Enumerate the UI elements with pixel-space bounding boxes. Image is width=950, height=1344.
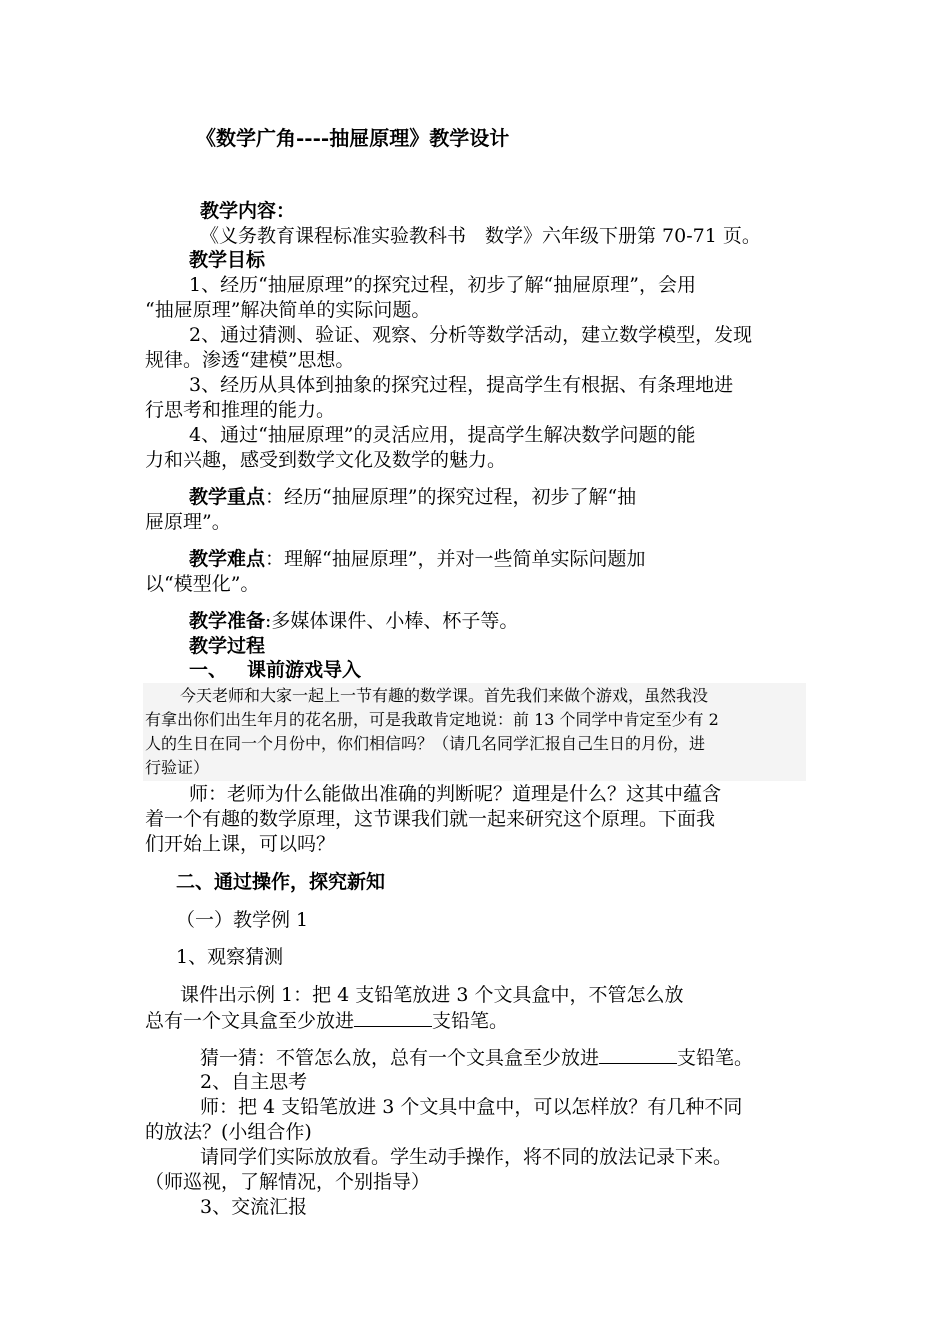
- goal-2-line-2: 规律。渗透“建模”思想。: [145, 349, 355, 371]
- preparation-line: [189, 609, 518, 633]
- section-2-heading: 二、通过操作，探究新知: [176, 871, 386, 893]
- key-point-text: ：经历“抽屉原理”的探究过程，初步了解“抽: [265, 486, 637, 508]
- step-1-heading: 1、观察猜测: [176, 946, 284, 968]
- teacher-line-1: 师：老师为什么能做出准确的判断呢？道理是什么？这其中蕴含: [189, 783, 722, 805]
- difficulty-label: 教学难点: [189, 548, 266, 570]
- example-line-1: 课件出示例 1：把 4 支铅笔放进 3 个文具盒中，不管怎么放: [180, 984, 684, 1006]
- goal-3-line-1: 3、经历从具体到抽象的探究过程，提高学生有根据、有条理地进: [189, 374, 734, 396]
- goal-4-line-1: 4、通过“抽屉原理”的灵活应用，提高学生解决数学问题的能: [189, 424, 696, 446]
- example-line-2: [145, 1008, 508, 1033]
- teacher-line-2: 着一个有趣的数学原理，这节课我们就一起来研究这个原理。下面我: [145, 808, 716, 830]
- intro-line-3: 人的生日在同一个月份中，你们相信吗？（请几名同学汇报自己生日的月份，进: [145, 734, 706, 753]
- goal-2-line-1: 2、通过猜测、验证、观察、分析等数学活动，建立数学模型，发现: [189, 324, 753, 346]
- step-3-heading: 3、交流汇报: [200, 1196, 308, 1218]
- document-title: 《数学广角----抽屉原理》教学设计: [196, 126, 510, 150]
- difficulty-text: ：理解“抽屉原理”，并对一些简单实际问题加: [265, 548, 646, 570]
- guess-text-before-blank: 猜一猜：不管怎么放，总有一个文具盒至少放进: [200, 1047, 600, 1069]
- goal-3-line-2: 行思考和推理的能力。: [145, 399, 336, 421]
- think-line-1: 师：把 4 支铅笔放进 3 个文具中盒中，可以怎样放？有几种不同: [200, 1096, 743, 1118]
- intro-line-4: 行验证）: [145, 758, 210, 777]
- example-text-after-blank: 支铅笔。: [432, 1010, 509, 1032]
- operation-line-1: 请同学们实际放放看。学生动手操作，将不同的放法记录下来。: [200, 1146, 733, 1168]
- teacher-line-3: 们开始上课，可以吗？: [145, 833, 336, 855]
- guess-text-after-blank: 支铅笔。: [677, 1047, 754, 1069]
- preparation-label: 教学准备: [189, 610, 266, 632]
- difficulty-line-2: 以“模型化”。: [145, 573, 260, 595]
- key-point-label: 教学重点: [189, 486, 266, 508]
- answer-blank: [599, 1045, 677, 1064]
- goals-heading: 教学目标: [189, 249, 266, 271]
- step-2-heading: 2、自主思考: [200, 1071, 308, 1093]
- guess-line: [200, 1045, 753, 1070]
- goal-1-line-2: “抽屉原理”解决简单的实际问题。: [145, 299, 431, 321]
- intro-line-1: 今天老师和大家一起上一节有趣的数学课。首先我们来做个游戏，虽然我没: [180, 686, 709, 705]
- key-point-line-2: 屉原理”。: [145, 511, 231, 533]
- think-line-2: 的放法？(小组合作): [145, 1121, 312, 1143]
- content-heading: 教学内容：: [200, 200, 296, 222]
- section-1-number: 一、: [189, 659, 228, 681]
- difficulty-line-1: [189, 547, 645, 571]
- goal-4-line-2: 力和兴趣，感受到数学文化及数学的魅力。: [145, 449, 507, 471]
- intro-line-2: 有拿出你们出生年月的花名册，可是我敢肯定地说：前 13 个同学中肯定至少有 2: [145, 710, 719, 729]
- subsection-1-heading: （一）教学例 1: [176, 909, 309, 931]
- preparation-text: :多媒体课件、小棒、杯子等。: [265, 610, 519, 632]
- content-text: 《义务教育课程标准实验教科书 数学》六年级下册第 70-71 页。: [200, 225, 761, 247]
- goal-1-line-1: 1、经历“抽屉原理”的探究过程，初步了解“抽屉原理”，会用: [189, 274, 696, 296]
- section-1-heading: [189, 658, 361, 682]
- key-point-line-1: [189, 485, 636, 509]
- section-1-title: 课前游戏导入: [247, 659, 362, 681]
- example-text-before-blank: 总有一个文具盒至少放进: [145, 1010, 355, 1032]
- answer-blank: [354, 1008, 432, 1027]
- process-heading: 教学过程: [189, 635, 266, 657]
- operation-line-2: （师巡视，了解情况，个别指导）: [145, 1171, 431, 1193]
